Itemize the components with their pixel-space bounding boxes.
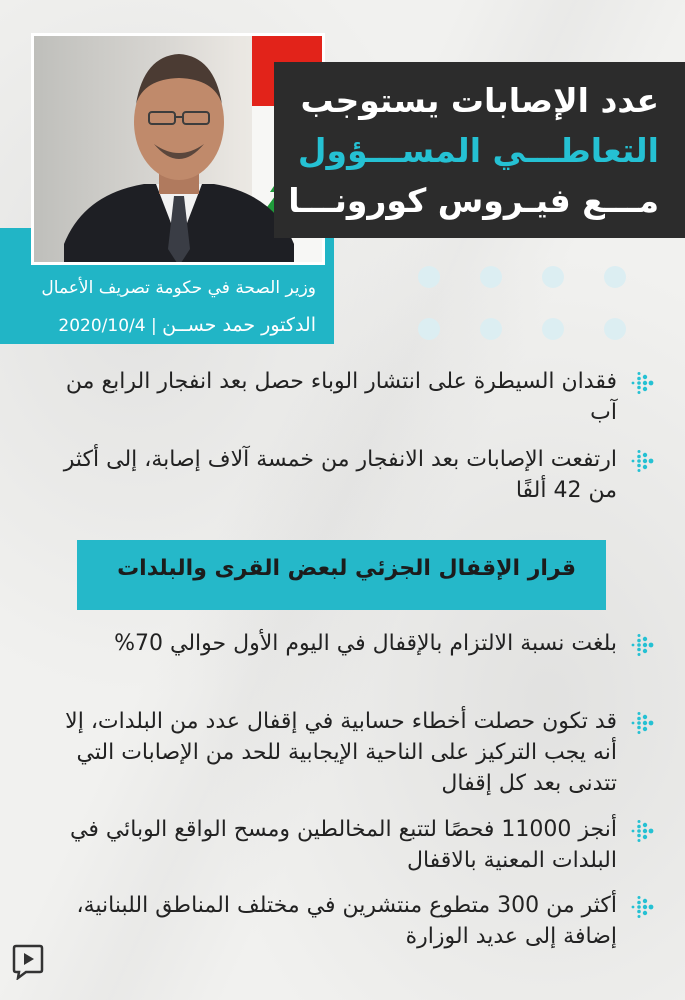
dot bbox=[480, 266, 502, 288]
caption-name: الدكتور حمد حســن bbox=[162, 314, 316, 336]
dot bbox=[418, 318, 440, 340]
bullet-item bbox=[47, 814, 657, 876]
bullet-text: أكثر من 300 متطوع منتشرين في مختلف المناطق اللبنانية، إضافة إلى عديد الوزارة bbox=[76, 893, 617, 949]
caption-name-row bbox=[58, 314, 316, 336]
bullet-text: بلغت نسبة الالتزام بالإقفال في اليوم الأول حوالي 70% bbox=[114, 631, 617, 656]
person-silhouette bbox=[64, 44, 294, 265]
dot bbox=[418, 266, 440, 288]
bullet-item bbox=[47, 890, 657, 952]
title-line-3: مـــع فيـروس كورونـــا bbox=[288, 181, 659, 220]
arrow-left-dots-icon bbox=[631, 372, 657, 394]
title-box bbox=[274, 62, 685, 238]
section-header bbox=[77, 540, 606, 610]
dot bbox=[480, 318, 502, 340]
dot bbox=[604, 266, 626, 288]
bullet-item bbox=[47, 628, 657, 659]
title-line-1: عدد الإصابات يستوجب bbox=[300, 81, 659, 120]
dot bbox=[604, 318, 626, 340]
dot bbox=[542, 266, 564, 288]
bullet-text: أنجز 11000 فحصًا لتتبع المخالطين ومسح الواقع الوبائي في البلدات المعنية بالاقفال bbox=[69, 817, 617, 873]
bullet-text: قد تكون حصلت أخطاء حسابية في إقفال عدد من البلدات، إلا أنه يجب التركيز على الناحية الإيجابية للحد من الإصابات التي تتدنى بعد كل إقفال bbox=[65, 709, 617, 796]
arrow-left-dots-icon bbox=[631, 634, 657, 656]
bullet-item bbox=[47, 706, 657, 799]
arrow-left-dots-icon bbox=[631, 896, 657, 918]
bullet-text: فقدان السيطرة على انتشار الوباء حصل بعد انفجار الرابع من آب bbox=[65, 369, 617, 425]
title-line-2: التعاطـــي المســـؤول bbox=[297, 131, 659, 170]
bullet-item bbox=[47, 366, 657, 428]
decorative-dots bbox=[418, 266, 618, 356]
dot bbox=[542, 318, 564, 340]
arrow-left-dots-icon bbox=[631, 450, 657, 472]
caption-separator: | bbox=[150, 316, 157, 336]
arrow-left-dots-icon bbox=[631, 712, 657, 734]
bullet-item bbox=[47, 444, 657, 506]
caption-date: 2020/10/4 bbox=[58, 316, 146, 336]
bullet-text: ارتفعت الإصابات بعد الانفجار من خمسة آلاف إصابة، إلى أكثر من 42 ألفًا bbox=[63, 447, 617, 503]
caption-role: وزير الصحة في حكومة تصريف الأعمال bbox=[41, 278, 316, 298]
section-title: قرار الإقفال الجزئي لبعض القرى والبلدات bbox=[117, 556, 576, 581]
play-chat-icon bbox=[12, 944, 44, 980]
arrow-left-dots-icon bbox=[631, 820, 657, 842]
